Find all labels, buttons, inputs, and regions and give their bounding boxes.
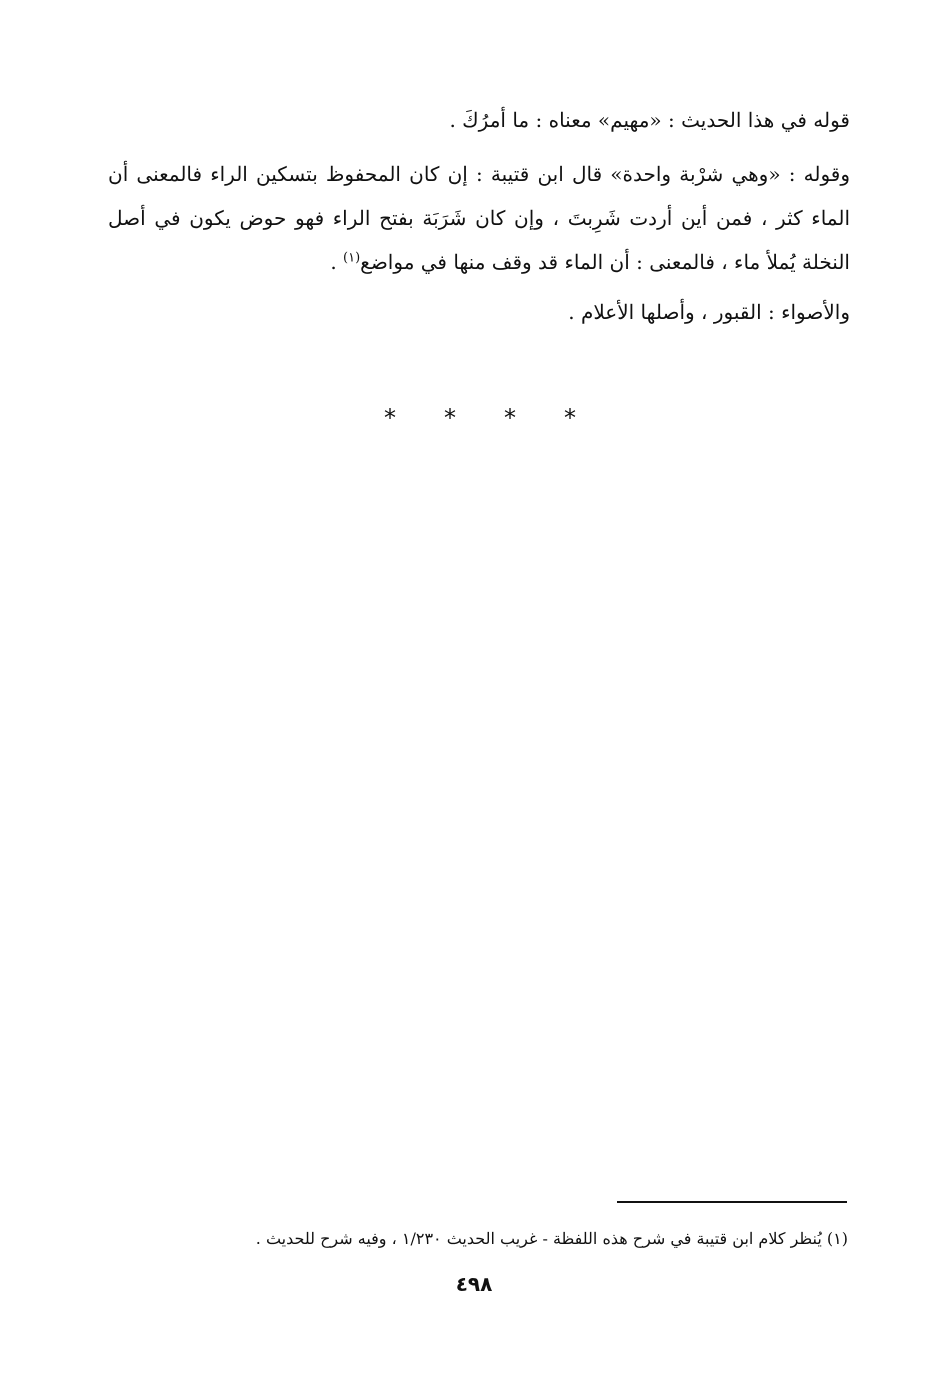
star-icon: *	[564, 404, 576, 432]
paragraph-sharba	[108, 152, 850, 284]
star-icon: *	[444, 404, 456, 432]
star-icon: *	[504, 404, 516, 432]
footnote-text: (١) يُنظر كلام ابن قتيبة في شرح هذه اللفظة - غريب الحديث ١/٢٣٠ ، وفيه شرح للحديث .	[255, 1229, 848, 1248]
paragraph-aswa	[108, 292, 850, 332]
page-number: ٤٩٨	[455, 1272, 493, 1296]
paragraph-mahyam	[108, 100, 850, 140]
paragraph-2-text: وقوله : «وهي شرْبة واحدة» قال ابن قتيبة : إن كان المحفوظ بتسكين الراء فالمعنى أن الماء كثر ، فمن أين أردت شَرِبتَ ، وإن كان شَرَبَة بفتح الراء فهو حوض يكون في أصل النخلة يُملأ ماء ، فالمعنى : أن الماء قد وقف منها في مواضع	[108, 162, 850, 274]
paragraph-3-text: والأصواء : القبور ، وأصلها الأعلام .	[568, 300, 850, 324]
paragraph-1-text: قوله في هذا الحديث : «مهيم» معناه : ما أمرُكَ .	[449, 108, 850, 132]
paragraph-2-end: .	[330, 250, 344, 274]
footnote-reference[interactable]: (١)	[343, 250, 361, 266]
section-break-stars	[380, 404, 580, 434]
footnote-divider	[617, 1201, 847, 1203]
star-icon: *	[384, 404, 396, 432]
